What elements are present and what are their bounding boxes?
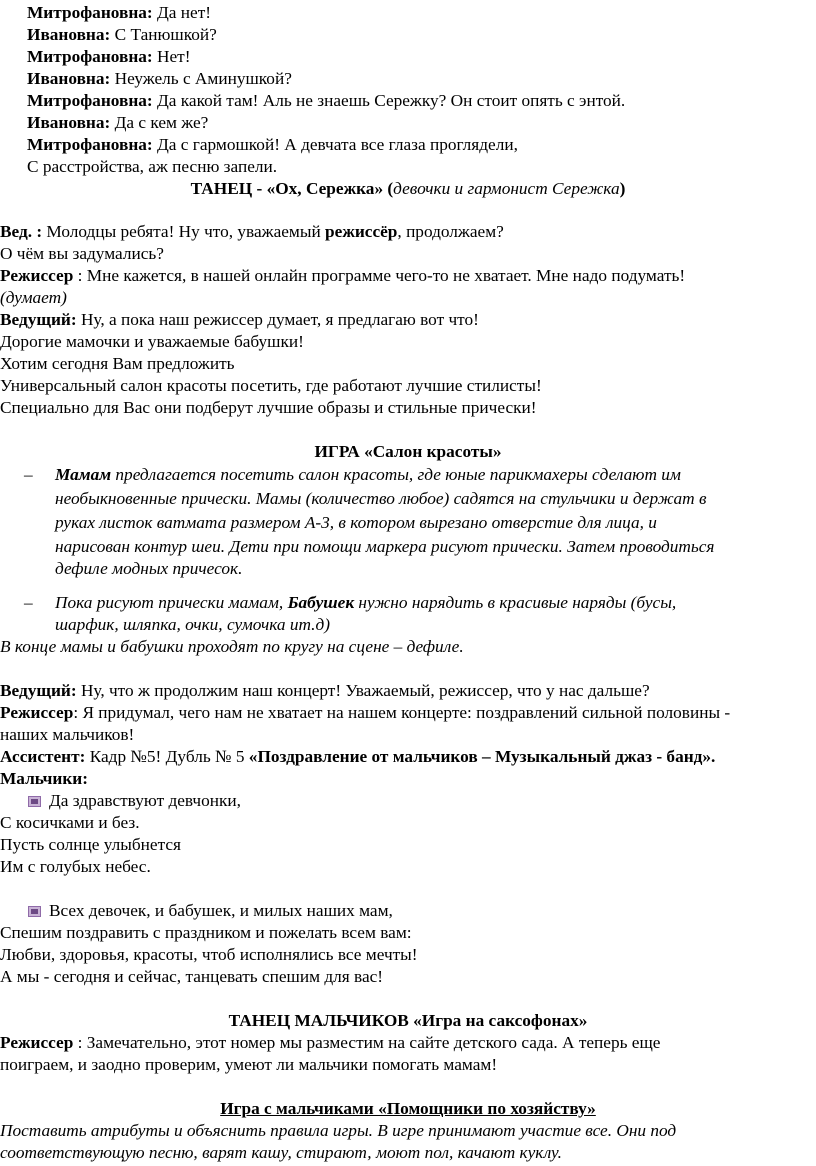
director-line: Режиссер : Мне кажется, в нашей онлайн программе чего-то не хватает. Мне надо подумать! (0, 266, 686, 285)
speaker: Митрофановна: (27, 91, 153, 110)
speaker: Ивановна: (27, 25, 111, 44)
verse-line: А мы - сегодня и сейчас, танцевать спешим для вас! (0, 967, 384, 986)
verse-line: Спешим поздравить с праздником и пожелать всем вам: (0, 923, 412, 942)
dance-heading: ТАНЕЦ - «Ох, Сережка» (девочки и гармонист Сережка) (190, 179, 626, 198)
host-line: Специально для Вас они подберут лучшие образы и стильные прически! (0, 398, 537, 417)
dance-heading: ТАНЕЦ МАЛЬЧИКОВ «Игра на саксофонах» (228, 1011, 588, 1030)
game-rule-line: Мамам предлагается посетить салон красоты, где юные парикмахеры сделают им (55, 465, 681, 484)
list-dash: – (24, 465, 33, 484)
game-rule-line: руках листок ватмата размером А-3, в котором вырезано отверстие для лица, и (55, 513, 657, 532)
speaker: Ивановна: (27, 113, 111, 132)
game-finale: В конце мамы и бабушки проходят по кругу на сцене – дефиле. (0, 637, 464, 656)
game-rule-line: Пока рисуют прически мамам, Бабушек нужно нарядить в красивые наряды (бусы, (55, 593, 677, 612)
dialog-line (27, 24, 217, 46)
verse-line: Им с голубых небес. (0, 857, 151, 876)
dialog-line (27, 90, 625, 112)
speaker: Ивановна: (27, 69, 111, 88)
purple-square-bullet-icon (28, 796, 41, 807)
host-line: Ведущий: Ну, а пока наш режиссер думает, я предлагаю вот что! (0, 310, 479, 329)
game-heading: ИГРА «Салон красоты» (314, 442, 502, 461)
dialog-line (27, 2, 211, 24)
game-rule-line: дефиле модных причесок. (55, 559, 243, 578)
director-line: поиграем, и заодно проверим, умеют ли мальчики помогать мамам! (0, 1055, 498, 1074)
dialog-line (27, 112, 208, 134)
line-text: Да нет! (152, 3, 211, 22)
line-text: С Танюшкой? (110, 25, 217, 44)
line-text: С расстройства, аж песню запели. (27, 157, 278, 176)
verse-line: С косичками и без. (0, 813, 140, 832)
speaker: Митрофановна: (27, 3, 153, 22)
list-dash: – (24, 593, 33, 612)
speaker: Митрофановна: (27, 135, 153, 154)
game-rule-line: Поставить атрибуты и объяснить правила игры. В игре принимают участие все. Они под (0, 1121, 677, 1140)
game-rule-line: необыкновенные прически. Мамы (количество любое) садятся на стульчики и держат в (55, 489, 707, 508)
director-line: наших мальчиков! (0, 725, 135, 744)
game-rule-line: нарисован контур шеи. Дети при помощи маркера рисуют прически. Затем проводиться (55, 537, 715, 556)
purple-square-bullet-icon (28, 906, 41, 917)
host-line: Дорогие мамочки и уважаемые бабушки! (0, 332, 304, 351)
director-line: Режиссер: Я придумал, чего нам не хватает на нашем концерте: поздравлений сильной половины - (0, 703, 731, 722)
dialog-line (27, 134, 518, 156)
host-line: Ведущий: Ну, что ж продолжим наш концерт! Уважаемый, режиссер, что у нас дальше? (0, 681, 650, 700)
director-note: (думает) (0, 288, 67, 307)
game-rule-line: шарфик, шляпка, очки, сумочка ит.д) (55, 615, 330, 634)
dialog-line (27, 46, 190, 68)
verse-line: Да здравствуют девчонки, (28, 790, 241, 812)
host-line: Универсальный салон красоты посетить, где работают лучшие стилисты! (0, 376, 542, 395)
line-text: Да какой там! Аль не знаешь Сережку? Он стоит опять с энтой. (152, 91, 626, 110)
director-line: Режиссер : Замечательно, этот номер мы разместим на сайте детского сада. А теперь еще (0, 1033, 661, 1052)
line-text: Да с гармошкой! А девчата все глаза проглядели, (152, 135, 518, 154)
verse-line: Пусть солнце улыбнется (0, 835, 181, 854)
line-text: Да с кем же? (110, 113, 209, 132)
boys-speaker: Мальчики: (0, 769, 88, 788)
verse-line: Всех девочек, и бабушек, и милых наших мам, (28, 900, 393, 922)
line-text: Неужель с Аминушкой? (110, 69, 292, 88)
dialog-line (27, 68, 292, 90)
host-line: Вед. : Молодцы ребята! Ну что, уважаемый режиссёр, продолжаем? (0, 222, 504, 241)
dialog-line (27, 156, 277, 178)
host-line: О чём вы задумались? (0, 244, 164, 263)
line-text: Нет! (152, 47, 191, 66)
game-heading: Игра с мальчиками «Помощники по хозяйству» (220, 1099, 596, 1118)
host-line: Хотим сегодня Вам предложить (0, 354, 235, 373)
game-rule-line: соответствующую песню, варят кашу, стирают, моют пол, качают куклу. (0, 1143, 562, 1162)
speaker: Митрофановна: (27, 47, 153, 66)
verse-line: Любви, здоровья, красоты, чтоб исполнялись все мечты! (0, 945, 418, 964)
assistant-line: Ассистент: Кадр №5! Дубль № 5 «Поздравление от мальчиков – Музыкальный джаз - банд». (0, 747, 716, 766)
